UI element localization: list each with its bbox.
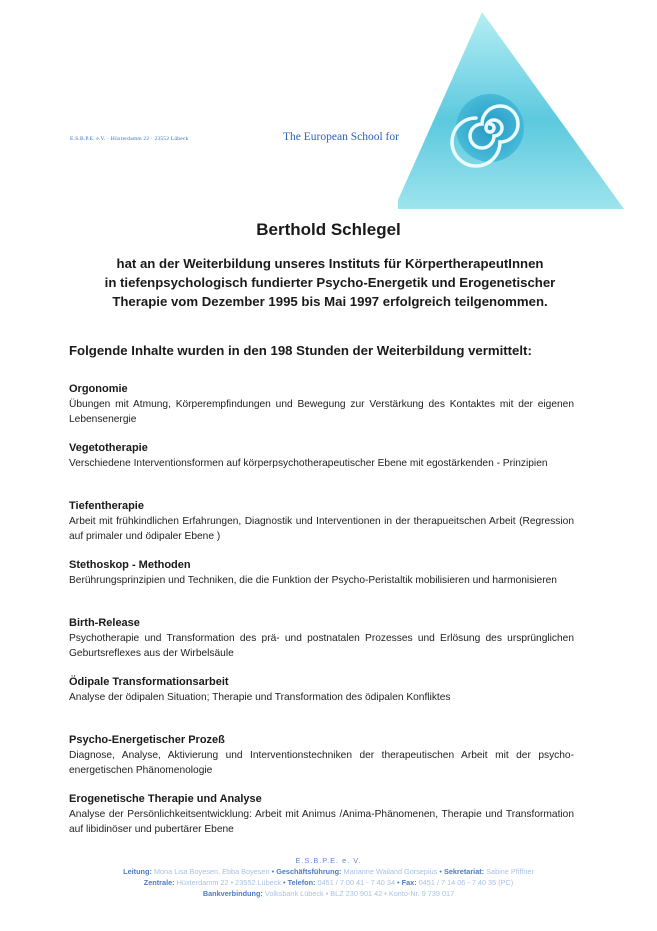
- gf-label: Geschäftsführung:: [276, 867, 342, 876]
- telefon-value: 0451 / 7 00 41 - 7 40 34: [317, 878, 396, 887]
- section-title: Ödipale Transformationsarbeit: [69, 675, 229, 688]
- course-section: [69, 675, 574, 734]
- section-description: Psychotherapie und Transformation des prä- und postnatalen Prozesses und Erlösung des ursprünglichen Geburtsreflexes aus der Wirbelsäule: [69, 633, 574, 660]
- fax-value: 0451 / 7 14 06 - 7 40 35 (PC): [418, 878, 514, 887]
- section-title: Erogenetische Therapie und Analyse: [69, 792, 262, 805]
- zentrale-value: Hüxterdamm 22 • 23552 Lübeck: [176, 878, 282, 887]
- school-for-text: The European School for: [283, 131, 399, 143]
- fax-label: Fax:: [401, 878, 417, 887]
- section-description: Analyse der Persönlichkeitsentwicklung: Arbeit mit Animus /Anima-Phänomenen, Therapie und Transformation auf libidinöser und pubertärer Ebene: [69, 808, 574, 835]
- section-description: Diagnose, Analyse, Aktivierung und Interventionstechniken der therapeutischen Arbeit mit der psycho-energetischen Phänomenologie: [69, 750, 574, 777]
- bank-label: Bankverbindung:: [202, 889, 263, 898]
- zentrale-label: Zentrale:: [143, 878, 175, 887]
- course-section: [69, 733, 574, 792]
- institute-address: E.S.B.P.E. e.V. · Hüxterdamm 22 · 23552 Lübeck: [70, 136, 189, 142]
- telefon-label: Telefon:: [287, 878, 316, 887]
- footer-org: E.S.B.P.E. e. V.: [295, 856, 362, 865]
- bank-value: Volksbank Lübeck • BLZ 230 901 42 • Konto-Nr. 9 739 017: [264, 889, 455, 898]
- statement-line: hat an der Weiterbildung unseres Instituts für KörpertherapeutInnen: [116, 256, 544, 271]
- section-title: Orgonomie: [69, 383, 128, 395]
- course-section: [69, 441, 574, 500]
- footer-line-contact: Zentrale: Hüxterdamm 22 • 23552 Lübeck • Telefon: 0451 / 7 00 41 - 7 40 34 • Fax: 0451 / 7 14 06 - 7 40 35 (PC): [143, 878, 514, 887]
- gf-value: Marianne Wailand Gorsepius: [343, 867, 438, 876]
- contents-heading: Folgende Inhalte wurden in den 198 Stunden der Weiterbildung vermittelt:: [69, 343, 532, 358]
- sek-value: Sabine Pfiffner: [486, 867, 534, 876]
- sek-label: Sekretariat:: [443, 867, 485, 876]
- section-description: Berührungsprinzipien und Techniken, die die Funktion der Psycho-Peristaltik mobilisieren und harmonisieren: [69, 574, 557, 586]
- course-contents-list: [69, 382, 574, 850]
- course-section: [69, 616, 574, 675]
- statement-line: in tiefenpsychologisch fundierter Psycho-Energetik und Erogenetischer: [104, 275, 556, 290]
- course-section: [69, 558, 574, 617]
- section-title: Tiefentherapie: [69, 500, 144, 512]
- leitung-label: Leitung:: [123, 867, 152, 876]
- leitung-value: Mona Lisa Boyesen, Ebba Boyesen: [153, 867, 270, 876]
- course-section: [69, 382, 574, 441]
- recipient-name: Berthold Schlegel: [256, 220, 401, 239]
- certificate-statement: [60, 254, 600, 311]
- letterhead-footer: [0, 855, 657, 899]
- course-section: [69, 499, 574, 558]
- footer-line-bank: [0, 888, 657, 899]
- footer-line-management: Leitung: Mona Lisa Boyesen, Ebba Boyesen • Geschäftsführung: Marianne Wailand Gorsepius • Sekretariat: Sabine Pfiffner: [123, 867, 534, 876]
- statement-line: Therapie vom Dezember 1995 bis Mai 1997 erfolgreich teilgenommen.: [112, 294, 548, 309]
- section-title: Vegetotherapie: [69, 441, 148, 454]
- logo-spiral-disc: [456, 94, 524, 162]
- section-description: Verschiedene Interventionsformen auf körperpsychotherapeutischer Ebene mit egostärkenden - Prinzipien: [69, 457, 548, 469]
- course-section: [69, 792, 574, 851]
- section-description: Übungen mit Atmung, Körperempfindungen und Bewegung zur Verstärkung des Kontaktes mit der eigenen Lebensenergie: [69, 399, 574, 426]
- section-title: Psycho-Energetischer Prozeß: [69, 734, 225, 746]
- section-title: Birth-Release: [69, 617, 140, 629]
- section-title: Stethoskop - Methoden: [69, 558, 191, 571]
- section-description: Arbeit mit frühkindlichen Erfahrungen, Diagnostik und Interventionen in der therapueitschen Arbeit (Regression auf primaler und ödipaler Ebene ): [69, 516, 574, 543]
- section-description: Analyse der ödipalen Situation; Therapie und Transformation des ödipalen Konfliktes: [69, 691, 451, 703]
- institute-logo: [398, 4, 638, 224]
